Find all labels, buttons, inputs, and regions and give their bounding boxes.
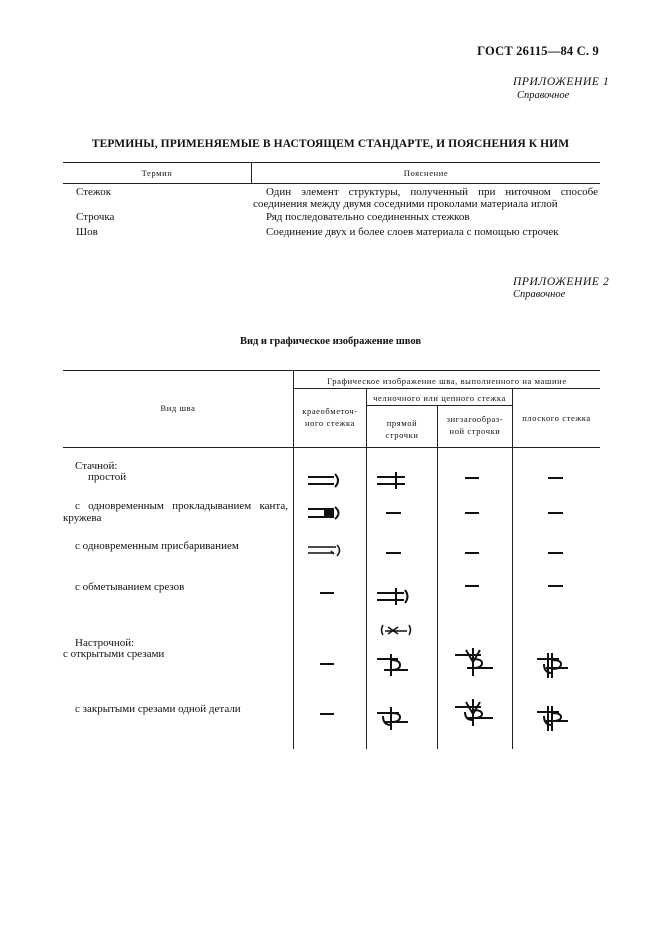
appendix-2-title: ПРИЛОЖЕНИЕ 2 bbox=[513, 276, 610, 288]
appendix-2-subtitle: Справочное bbox=[513, 289, 566, 300]
col-overlock-line2: ного стежка bbox=[305, 418, 355, 428]
col-lockchain: челночного или цепного стежка bbox=[373, 393, 506, 403]
seam-gathering-overlock-icon bbox=[308, 545, 340, 556]
row-overcasting: с обметыванием срезов bbox=[75, 581, 185, 593]
seam-closed-flat-icon bbox=[537, 706, 568, 731]
terms-heading: ТЕРМИНЫ, ПРИМЕНЯЕМЫЕ В НАСТОЯЩЕМ СТАНДАРТЕ, И ПОЯСНЕНИЯ К НИМ bbox=[91, 138, 570, 150]
term-stitch: Стежок bbox=[76, 186, 112, 198]
appendix-1-title: ПРИЛОЖЕНИЕ 1 bbox=[513, 76, 610, 88]
explanation-seam: Соединение двух и более слоев материала с помощью строчек bbox=[266, 226, 559, 238]
seam-overcast-straight-icon bbox=[377, 588, 408, 605]
seam-piping-overlock-icon bbox=[308, 507, 339, 519]
seam-closed-straight-icon bbox=[377, 707, 408, 730]
appendix-1-subtitle: Справочное bbox=[517, 90, 570, 101]
seam-open-straight-icon bbox=[377, 625, 411, 676]
explanation-stitch-line1: Один элемент структуры, полученный при ниточном способе bbox=[266, 186, 598, 198]
col-seam-type: Вид шва bbox=[160, 403, 196, 413]
seam-open-flat-icon bbox=[537, 653, 568, 678]
explanation-line: Ряд последовательно соединенных стежков bbox=[266, 211, 470, 223]
col-overlock-line1: краеобметоч- bbox=[302, 406, 358, 416]
col-straight-line2: строчки bbox=[385, 430, 419, 440]
row-piping-line2: кружева bbox=[63, 512, 102, 524]
term-line: Строчка bbox=[76, 211, 115, 223]
row-simple: простой bbox=[88, 471, 127, 483]
seam-open-zigzag-icon bbox=[455, 648, 493, 676]
col-zigzag-line2: ной строчки bbox=[449, 426, 501, 436]
row-piping-line1: с одновременным прокладыванием канта, bbox=[75, 500, 288, 512]
row-gathering: с одновременным присбариванием bbox=[75, 540, 239, 552]
row-closed-edges: с закрытыми срезами одной детали bbox=[75, 703, 241, 715]
col-zigzag-line1: зигзагообраз- bbox=[446, 414, 504, 424]
seam-closed-zigzag-icon bbox=[455, 699, 493, 726]
row-open-edges: с открытыми срезами bbox=[63, 648, 165, 660]
col-straight-line1: прямой bbox=[386, 418, 418, 428]
seam-simple-straight-icon bbox=[377, 472, 405, 489]
explanation-stitch-line2: соединения между двумя соседними проколами материала иглой bbox=[253, 198, 558, 210]
row-topstitch-title: Настрочной: bbox=[75, 637, 135, 649]
terms-col-term: Термин bbox=[141, 168, 173, 178]
row-joining-title: Стачной: bbox=[75, 460, 118, 472]
terms-col-explanation: Пояснение bbox=[403, 168, 449, 178]
term-seam: Шов bbox=[76, 226, 98, 238]
document-reference: ГОСТ 26115—84 С. 9 bbox=[477, 44, 599, 58]
seam-simple-overlock-icon bbox=[308, 474, 338, 487]
seams-heading: Вид и графическое изображение швов bbox=[239, 336, 422, 347]
col-flat: плоского стежка bbox=[522, 413, 591, 423]
col-graphic-group: Графическое изображение шва, выполненного на машине bbox=[327, 376, 567, 386]
